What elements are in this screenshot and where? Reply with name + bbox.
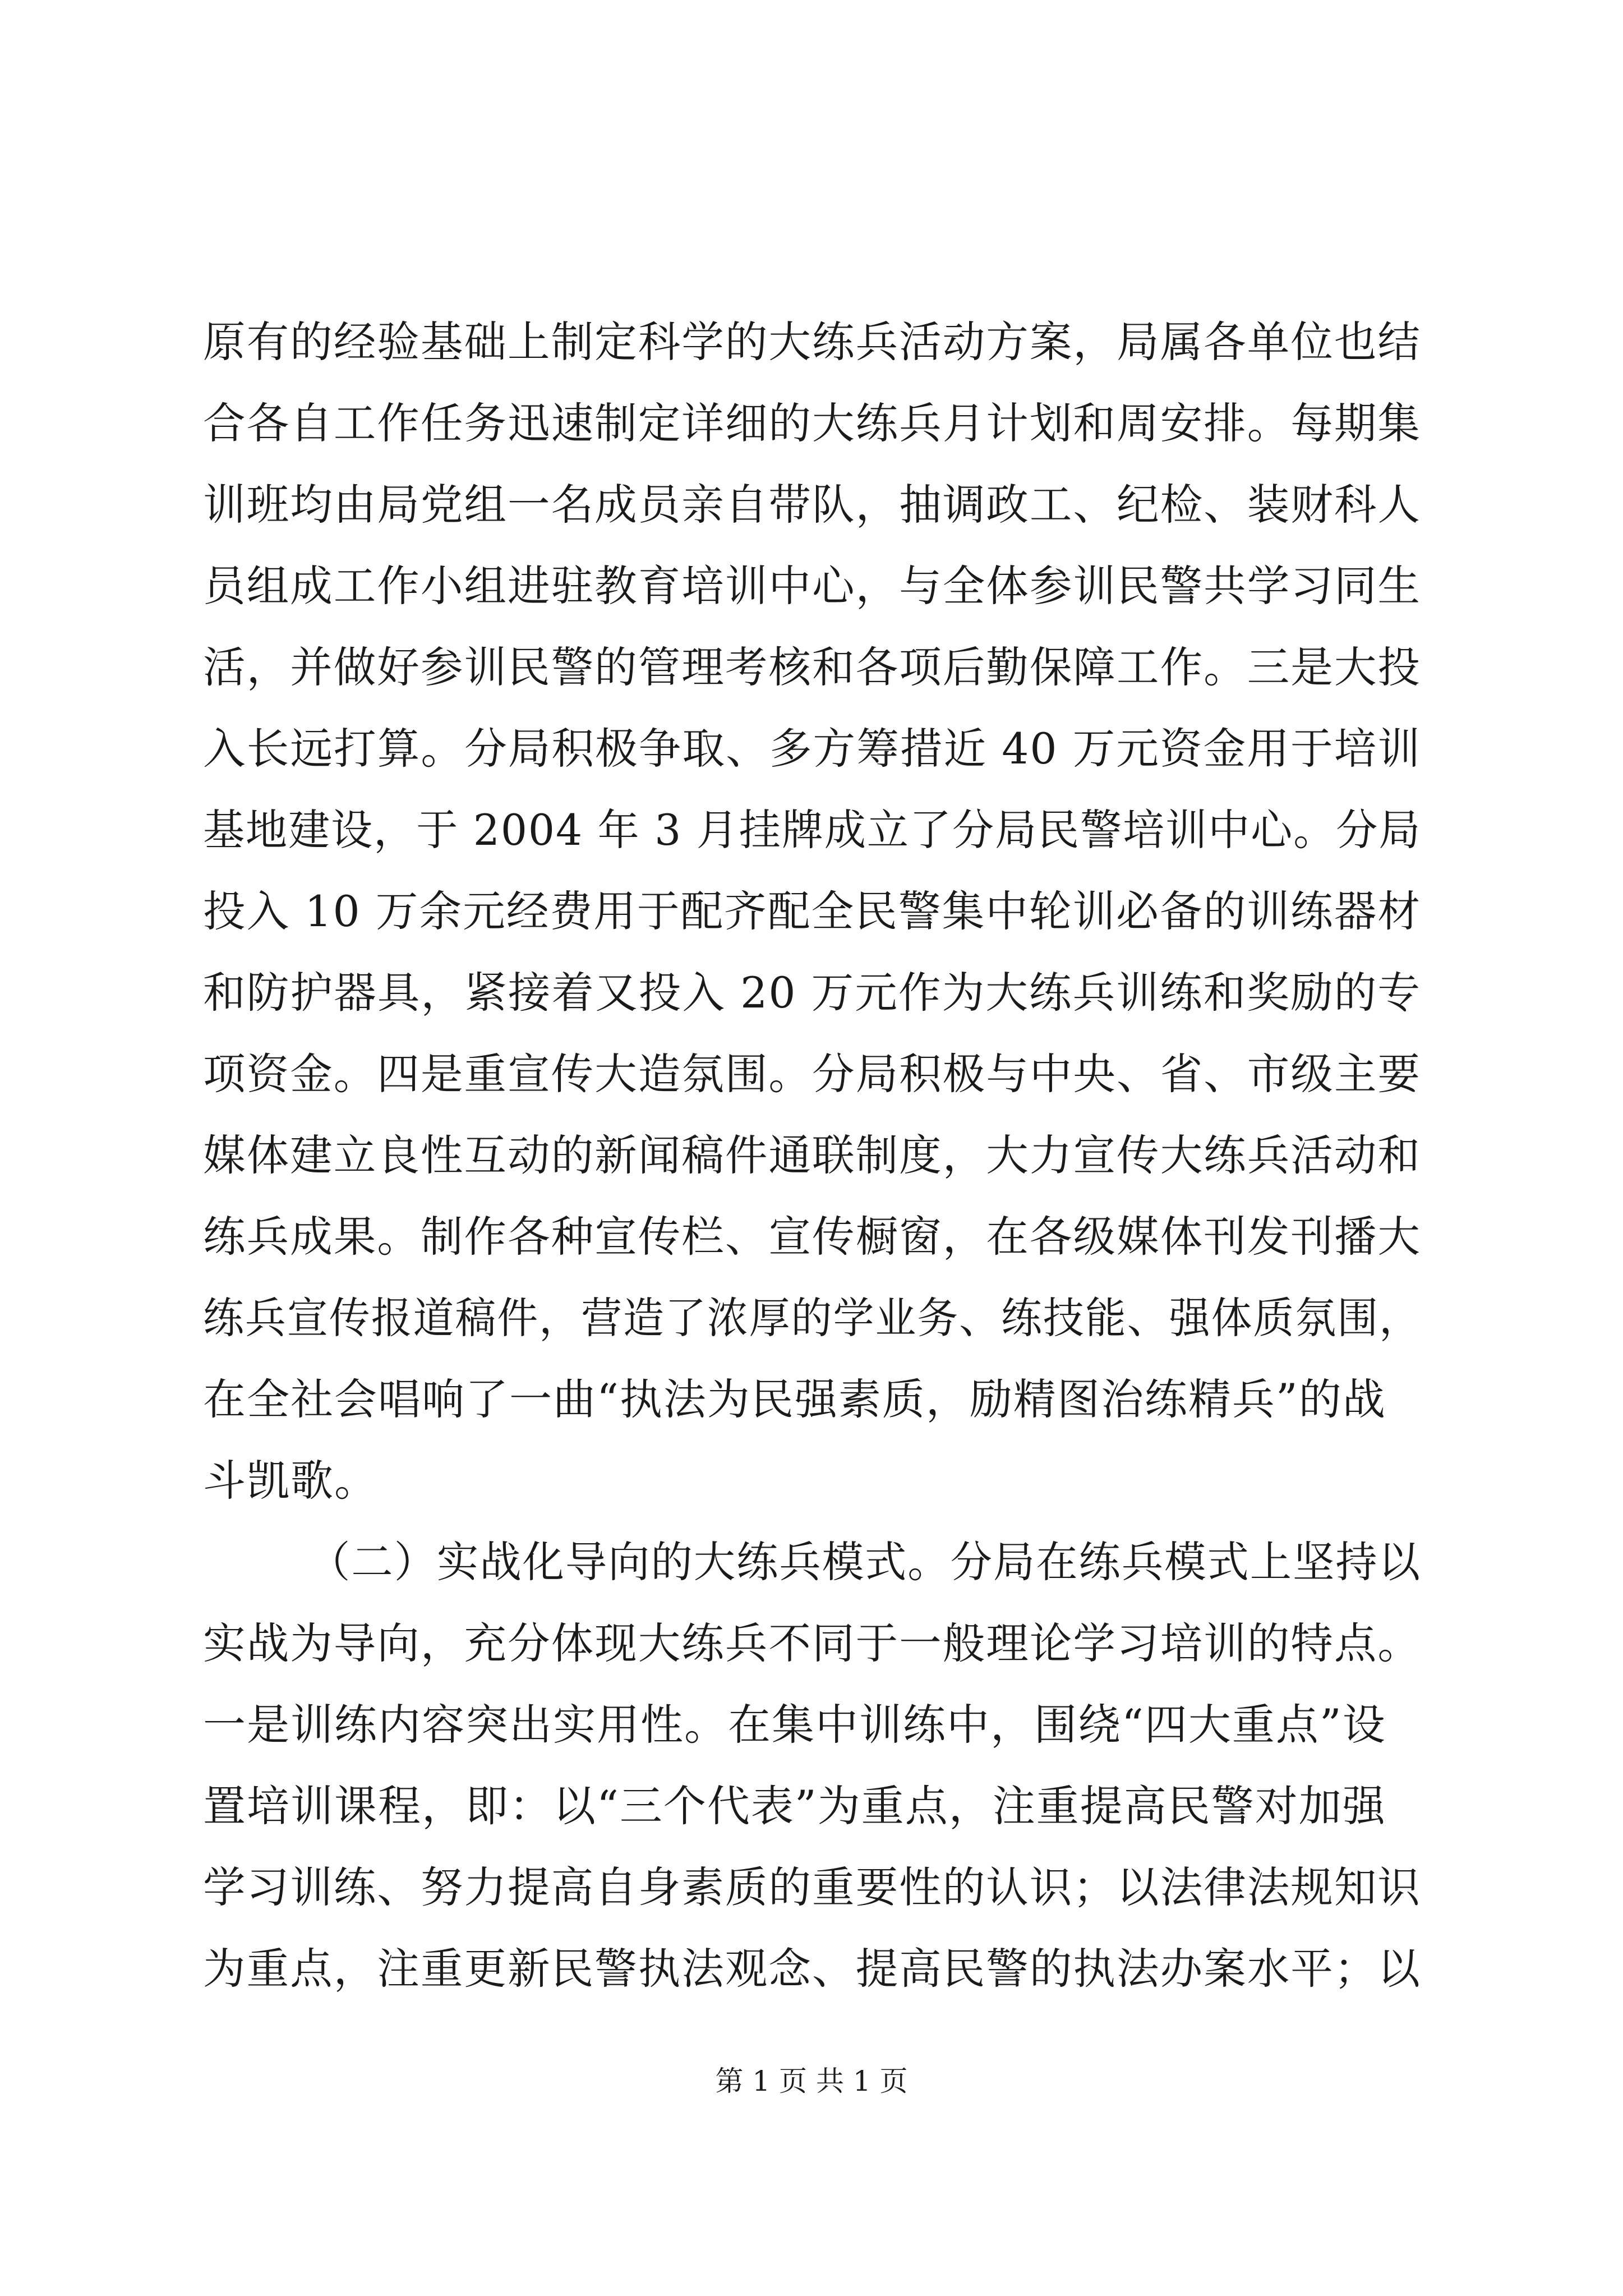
text-line-13: 练兵宣传报道稿件，营造了浓厚的学业务、练技能、强体质氛围， [203,1293,1421,1343]
text-line-4: 员组成工作小组进驻教育培训中心，与全体参训民警共学习同生 [203,561,1421,611]
text-line-10: 项资金。四是重宣传大造氛围。分局积极与中央、省、市级主要 [203,1049,1421,1099]
text-line-17: 实战为导向，充分体现大练兵不同于一般理论学习培训的特点。 [203,1618,1421,1668]
text-line-2: 合各自工作任务迅速制定详细的大练兵月计划和周安排。每期集 [203,398,1421,448]
text-line-11: 媒体建立良性互动的新闻稿件通联制度，大力宣传大练兵活动和 [203,1130,1421,1180]
text-line-3: 训班均由局党组一名成员亲自带队，抽调政工、纪检、装财科人 [203,480,1421,530]
text-line-19: 置培训课程，即：以“三个代表”为重点，注重提高民警对加强 [203,1781,1386,1831]
text-line-7: 基地建设，于 2004 年 3 月挂牌成立了分局民警培训中心。分局 [203,805,1422,855]
text-line-20: 学习训练、努力提高自身素质的重要性的认识；以法律法规知识 [203,1862,1421,1912]
text-line-12: 练兵成果。制作各种宣传栏、宣传橱窗，在各级媒体刊发刊播大 [203,1212,1421,1262]
text-line-18: 一是训练内容突出实用性。在集中训练中，围绕“四大重点”设 [203,1700,1386,1750]
text-line-6: 入长远打算。分局积极争取、多方筹措近 40 万元资金用于培训 [203,724,1422,774]
text-line-16: （二）实战化导向的大练兵模式。分局在练兵模式上坚持以 [308,1537,1421,1587]
text-line-14: 在全社会唱响了一曲“执法为民强素质，励精图治练精兵”的战 [203,1374,1386,1424]
page-footer: 第 1 页 共 1 页 [715,2065,908,2097]
text-line-9: 和防护器具，紧接着又投入 20 万元作为大练兵训练和奖励的专 [203,968,1422,1018]
text-line-8: 投入 10 万余元经费用于配齐配全民警集中轮训必备的训练器材 [203,886,1422,936]
text-line-21: 为重点，注重更新民警执法观念、提高民警的执法办案水平；以 [203,1944,1421,1994]
text-line-1: 原有的经验基础上制定科学的大练兵活动方案，局属各单位也结 [203,317,1421,367]
text-line-15: 斗凯歌。 [203,1456,378,1506]
text-line-5: 活，并做好参训民警的管理考核和各项后勤保障工作。三是大投 [203,642,1421,692]
